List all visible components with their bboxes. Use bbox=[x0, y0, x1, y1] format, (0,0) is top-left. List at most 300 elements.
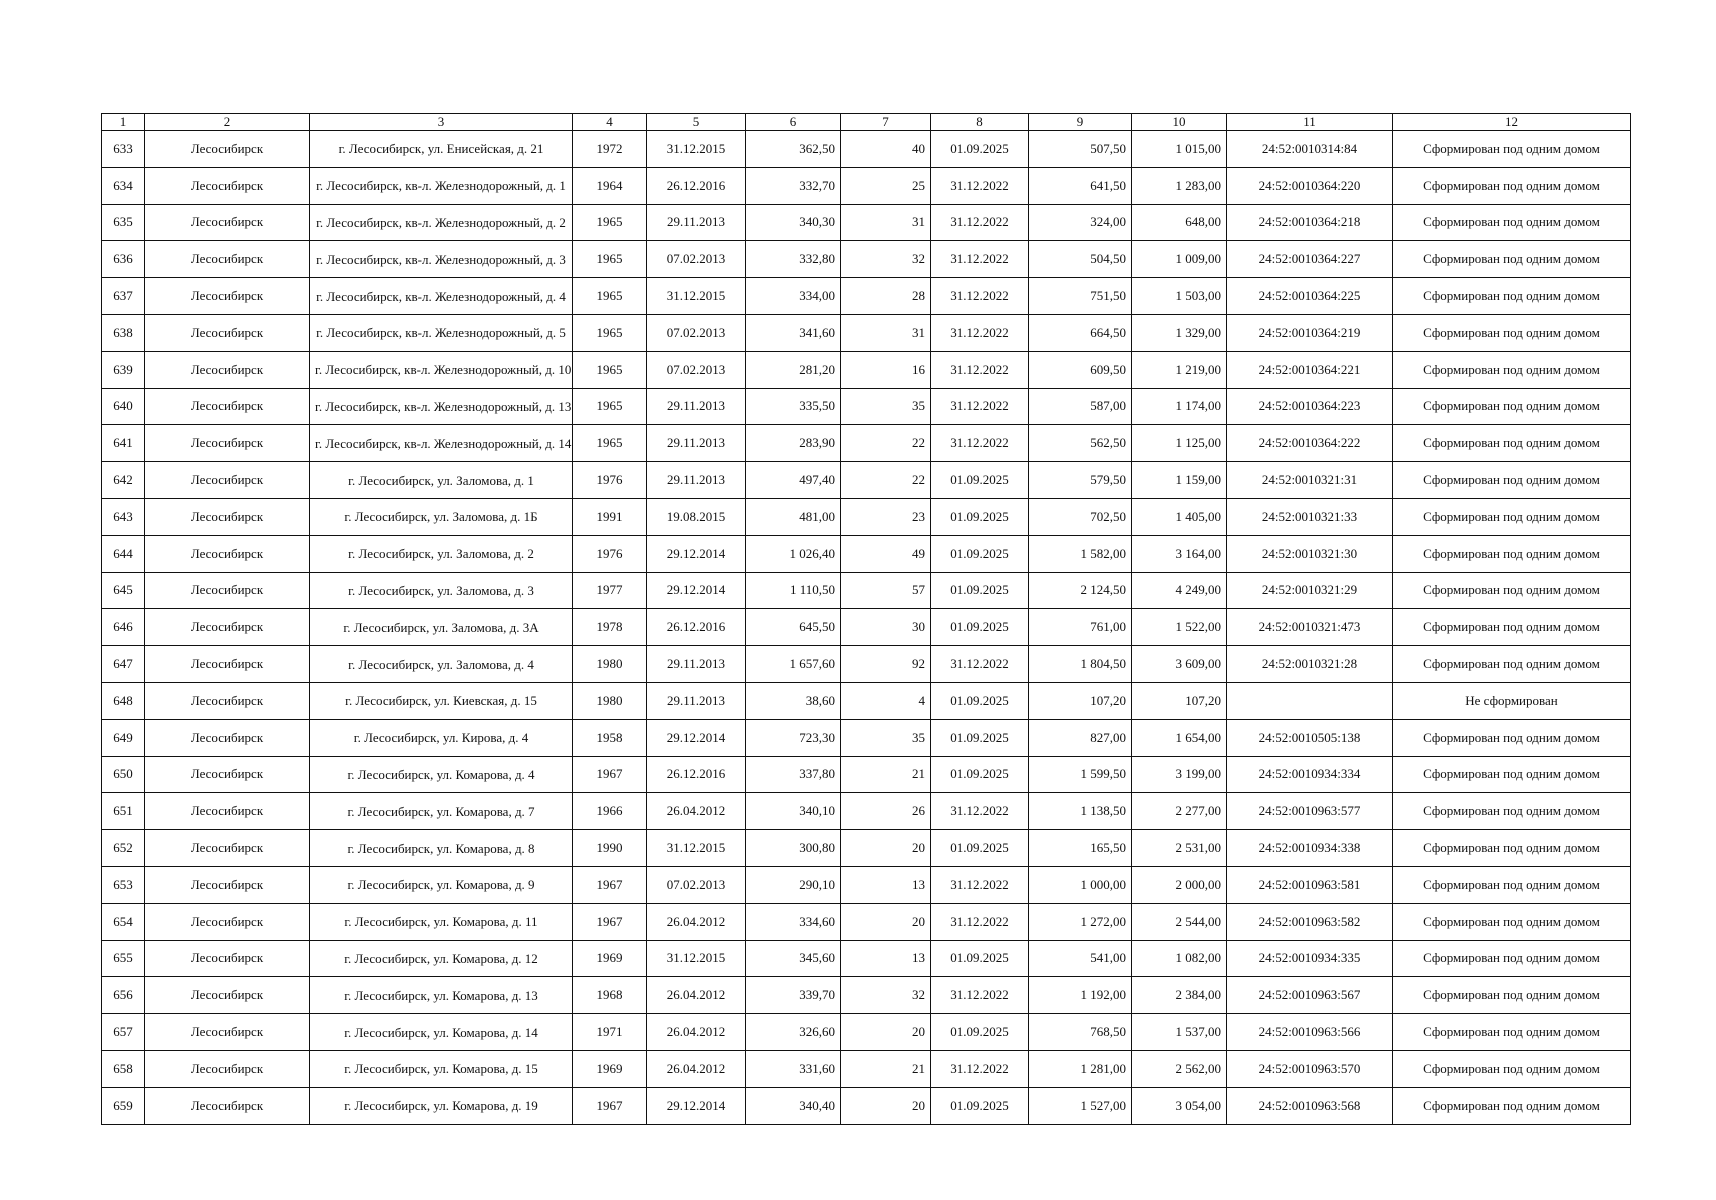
residents-cell: 16 bbox=[841, 351, 931, 388]
column-header: 5 bbox=[647, 114, 746, 131]
row-number-cell: 637 bbox=[102, 278, 145, 315]
deadline-date-cell: 31.12.2022 bbox=[931, 241, 1029, 278]
city-cell: Лесосибирск bbox=[145, 535, 310, 572]
status-cell: Сформирован под одним домом bbox=[1393, 131, 1631, 168]
residents-cell: 26 bbox=[841, 793, 931, 830]
deadline-date-cell: 01.09.2025 bbox=[931, 1014, 1029, 1051]
build-year-cell: 1965 bbox=[573, 241, 647, 278]
total-value-cell: 1 329,00 bbox=[1132, 314, 1227, 351]
residents-cell: 23 bbox=[841, 498, 931, 535]
row-number-cell: 653 bbox=[102, 866, 145, 903]
deadline-date-cell: 31.12.2022 bbox=[931, 351, 1029, 388]
value-cell: 1 192,00 bbox=[1029, 977, 1132, 1014]
date-cell: 29.11.2013 bbox=[647, 388, 746, 425]
address-cell: г. Лесосибирск, ул. Заломова, д. 1Б bbox=[310, 498, 573, 535]
area-cell: 339,70 bbox=[746, 977, 841, 1014]
value-cell: 507,50 bbox=[1029, 131, 1132, 168]
city-cell: Лесосибирск bbox=[145, 1014, 310, 1051]
cadastral-number-cell: 24:52:0010321:31 bbox=[1227, 462, 1393, 499]
date-cell: 26.04.2012 bbox=[647, 1014, 746, 1051]
total-value-cell: 2 277,00 bbox=[1132, 793, 1227, 830]
address-cell: г. Лесосибирск, ул. Комарова, д. 4 bbox=[310, 756, 573, 793]
total-value-cell: 1 015,00 bbox=[1132, 131, 1227, 168]
residents-cell: 35 bbox=[841, 388, 931, 425]
row-number-cell: 647 bbox=[102, 646, 145, 683]
cadastral-number-cell: 24:52:0010321:473 bbox=[1227, 609, 1393, 646]
table-row bbox=[102, 940, 1631, 977]
date-cell: 29.11.2013 bbox=[647, 462, 746, 499]
total-value-cell: 1 009,00 bbox=[1132, 241, 1227, 278]
date-cell: 07.02.2013 bbox=[647, 866, 746, 903]
residents-cell: 28 bbox=[841, 278, 931, 315]
residents-cell: 40 bbox=[841, 131, 931, 168]
value-cell: 1 000,00 bbox=[1029, 866, 1132, 903]
cadastral-number-cell bbox=[1227, 682, 1393, 719]
status-cell: Сформирован под одним домом bbox=[1393, 462, 1631, 499]
row-number-cell: 649 bbox=[102, 719, 145, 756]
value-cell: 579,50 bbox=[1029, 462, 1132, 499]
residents-cell: 13 bbox=[841, 940, 931, 977]
city-cell: Лесосибирск bbox=[145, 241, 310, 278]
area-cell: 331,60 bbox=[746, 1050, 841, 1087]
build-year-cell: 1958 bbox=[573, 719, 647, 756]
residents-cell: 57 bbox=[841, 572, 931, 609]
date-cell: 26.12.2016 bbox=[647, 756, 746, 793]
row-number-cell: 639 bbox=[102, 351, 145, 388]
build-year-cell: 1967 bbox=[573, 756, 647, 793]
value-cell: 1 527,00 bbox=[1029, 1087, 1132, 1124]
status-cell: Сформирован под одним домом bbox=[1393, 314, 1631, 351]
city-cell: Лесосибирск bbox=[145, 167, 310, 204]
table-body bbox=[102, 131, 1631, 1125]
deadline-date-cell: 01.09.2025 bbox=[931, 131, 1029, 168]
area-cell: 283,90 bbox=[746, 425, 841, 462]
date-cell: 31.12.2015 bbox=[647, 830, 746, 867]
status-cell: Не сформирован bbox=[1393, 682, 1631, 719]
deadline-date-cell: 01.09.2025 bbox=[931, 756, 1029, 793]
deadline-date-cell: 01.09.2025 bbox=[931, 1087, 1029, 1124]
city-cell: Лесосибирск bbox=[145, 462, 310, 499]
value-cell: 504,50 bbox=[1029, 241, 1132, 278]
address-cell: г. Лесосибирск, кв-л. Железнодорожный, д. 13 bbox=[310, 388, 573, 425]
residents-cell: 20 bbox=[841, 830, 931, 867]
area-cell: 334,00 bbox=[746, 278, 841, 315]
value-cell: 702,50 bbox=[1029, 498, 1132, 535]
deadline-date-cell: 31.12.2022 bbox=[931, 866, 1029, 903]
table-row bbox=[102, 535, 1631, 572]
build-year-cell: 1969 bbox=[573, 940, 647, 977]
table-row bbox=[102, 167, 1631, 204]
value-cell: 827,00 bbox=[1029, 719, 1132, 756]
build-year-cell: 1968 bbox=[573, 977, 647, 1014]
build-year-cell: 1972 bbox=[573, 131, 647, 168]
total-value-cell: 2 562,00 bbox=[1132, 1050, 1227, 1087]
city-cell: Лесосибирск bbox=[145, 1087, 310, 1124]
date-cell: 29.12.2014 bbox=[647, 1087, 746, 1124]
build-year-cell: 1967 bbox=[573, 866, 647, 903]
cadastral-number-cell: 24:52:0010314:84 bbox=[1227, 131, 1393, 168]
cadastral-number-cell: 24:52:0010934:338 bbox=[1227, 830, 1393, 867]
city-cell: Лесосибирск bbox=[145, 940, 310, 977]
residents-cell: 30 bbox=[841, 609, 931, 646]
address-cell: г. Лесосибирск, ул. Комарова, д. 8 bbox=[310, 830, 573, 867]
deadline-date-cell: 31.12.2022 bbox=[931, 793, 1029, 830]
date-cell: 26.04.2012 bbox=[647, 977, 746, 1014]
table-row bbox=[102, 1050, 1631, 1087]
date-cell: 26.12.2016 bbox=[647, 609, 746, 646]
table-row bbox=[102, 1087, 1631, 1124]
address-cell: г. Лесосибирск, ул. Заломова, д. 3 bbox=[310, 572, 573, 609]
residents-cell: 92 bbox=[841, 646, 931, 683]
table-row bbox=[102, 425, 1631, 462]
total-value-cell: 1 082,00 bbox=[1132, 940, 1227, 977]
row-number-cell: 638 bbox=[102, 314, 145, 351]
cadastral-number-cell: 24:52:0010934:334 bbox=[1227, 756, 1393, 793]
value-cell: 2 124,50 bbox=[1029, 572, 1132, 609]
address-cell: г. Лесосибирск, кв-л. Железнодорожный, д. 1 bbox=[310, 167, 573, 204]
cadastral-number-cell: 24:52:0010364:218 bbox=[1227, 204, 1393, 241]
residents-cell: 32 bbox=[841, 977, 931, 1014]
residents-cell: 21 bbox=[841, 756, 931, 793]
area-cell: 38,60 bbox=[746, 682, 841, 719]
row-number-cell: 646 bbox=[102, 609, 145, 646]
city-cell: Лесосибирск bbox=[145, 351, 310, 388]
cadastral-number-cell: 24:52:0010321:29 bbox=[1227, 572, 1393, 609]
table-row bbox=[102, 241, 1631, 278]
table-row bbox=[102, 204, 1631, 241]
status-cell: Сформирован под одним домом bbox=[1393, 940, 1631, 977]
table-row bbox=[102, 131, 1631, 168]
build-year-cell: 1967 bbox=[573, 903, 647, 940]
deadline-date-cell: 01.09.2025 bbox=[931, 572, 1029, 609]
residents-cell: 22 bbox=[841, 425, 931, 462]
cadastral-number-cell: 24:52:0010963:581 bbox=[1227, 866, 1393, 903]
value-cell: 541,00 bbox=[1029, 940, 1132, 977]
address-cell: г. Лесосибирск, ул. Комарова, д. 19 bbox=[310, 1087, 573, 1124]
table-row bbox=[102, 498, 1631, 535]
row-number-cell: 633 bbox=[102, 131, 145, 168]
cadastral-number-cell: 24:52:0010364:220 bbox=[1227, 167, 1393, 204]
column-header: 2 bbox=[145, 114, 310, 131]
status-cell: Сформирован под одним домом bbox=[1393, 756, 1631, 793]
total-value-cell: 648,00 bbox=[1132, 204, 1227, 241]
city-cell: Лесосибирск bbox=[145, 1050, 310, 1087]
area-cell: 332,70 bbox=[746, 167, 841, 204]
table-row bbox=[102, 756, 1631, 793]
address-cell: г. Лесосибирск, ул. Комарова, д. 11 bbox=[310, 903, 573, 940]
table-row bbox=[102, 314, 1631, 351]
total-value-cell: 107,20 bbox=[1132, 682, 1227, 719]
build-year-cell: 1966 bbox=[573, 793, 647, 830]
cadastral-number-cell: 24:52:0010364:219 bbox=[1227, 314, 1393, 351]
build-year-cell: 1977 bbox=[573, 572, 647, 609]
value-cell: 751,50 bbox=[1029, 278, 1132, 315]
status-cell: Сформирован под одним домом bbox=[1393, 425, 1631, 462]
status-cell: Сформирован под одним домом bbox=[1393, 866, 1631, 903]
total-value-cell: 1 405,00 bbox=[1132, 498, 1227, 535]
city-cell: Лесосибирск bbox=[145, 204, 310, 241]
area-cell: 1 657,60 bbox=[746, 646, 841, 683]
deadline-date-cell: 31.12.2022 bbox=[931, 314, 1029, 351]
residents-cell: 22 bbox=[841, 462, 931, 499]
build-year-cell: 1965 bbox=[573, 351, 647, 388]
cadastral-number-cell: 24:52:0010963:582 bbox=[1227, 903, 1393, 940]
date-cell: 29.12.2014 bbox=[647, 719, 746, 756]
deadline-date-cell: 31.12.2022 bbox=[931, 278, 1029, 315]
row-number-cell: 655 bbox=[102, 940, 145, 977]
column-header: 4 bbox=[573, 114, 647, 131]
build-year-cell: 1971 bbox=[573, 1014, 647, 1051]
address-cell: г. Лесосибирск, ул. Заломова, д. 4 bbox=[310, 646, 573, 683]
address-cell: г. Лесосибирск, ул. Комарова, д. 12 bbox=[310, 940, 573, 977]
value-cell: 1 138,50 bbox=[1029, 793, 1132, 830]
date-cell: 29.11.2013 bbox=[647, 646, 746, 683]
row-number-cell: 657 bbox=[102, 1014, 145, 1051]
row-number-cell: 641 bbox=[102, 425, 145, 462]
total-value-cell: 3 054,00 bbox=[1132, 1087, 1227, 1124]
city-cell: Лесосибирск bbox=[145, 793, 310, 830]
city-cell: Лесосибирск bbox=[145, 756, 310, 793]
column-header: 3 bbox=[310, 114, 573, 131]
table-row bbox=[102, 351, 1631, 388]
column-header: 6 bbox=[746, 114, 841, 131]
column-header: 11 bbox=[1227, 114, 1393, 131]
area-cell: 341,60 bbox=[746, 314, 841, 351]
city-cell: Лесосибирск bbox=[145, 866, 310, 903]
date-cell: 07.02.2013 bbox=[647, 241, 746, 278]
address-cell: г. Лесосибирск, ул. Заломова, д. 3А bbox=[310, 609, 573, 646]
table-row bbox=[102, 793, 1631, 830]
area-cell: 335,50 bbox=[746, 388, 841, 425]
total-value-cell: 1 522,00 bbox=[1132, 609, 1227, 646]
build-year-cell: 1980 bbox=[573, 682, 647, 719]
area-cell: 645,50 bbox=[746, 609, 841, 646]
row-number-cell: 636 bbox=[102, 241, 145, 278]
cadastral-number-cell: 24:52:0010963:566 bbox=[1227, 1014, 1393, 1051]
total-value-cell: 3 199,00 bbox=[1132, 756, 1227, 793]
cadastral-number-cell: 24:52:0010934:335 bbox=[1227, 940, 1393, 977]
total-value-cell: 4 249,00 bbox=[1132, 572, 1227, 609]
row-number-cell: 659 bbox=[102, 1087, 145, 1124]
residents-cell: 49 bbox=[841, 535, 931, 572]
deadline-date-cell: 01.09.2025 bbox=[931, 498, 1029, 535]
residents-cell: 13 bbox=[841, 866, 931, 903]
build-year-cell: 1967 bbox=[573, 1087, 647, 1124]
cadastral-number-cell: 24:52:0010364:223 bbox=[1227, 388, 1393, 425]
city-cell: Лесосибирск bbox=[145, 498, 310, 535]
area-cell: 337,80 bbox=[746, 756, 841, 793]
residents-cell: 32 bbox=[841, 241, 931, 278]
value-cell: 1 582,00 bbox=[1029, 535, 1132, 572]
area-cell: 1 026,40 bbox=[746, 535, 841, 572]
deadline-date-cell: 31.12.2022 bbox=[931, 204, 1029, 241]
row-number-cell: 644 bbox=[102, 535, 145, 572]
city-cell: Лесосибирск bbox=[145, 719, 310, 756]
total-value-cell: 1 125,00 bbox=[1132, 425, 1227, 462]
date-cell: 07.02.2013 bbox=[647, 314, 746, 351]
table-row bbox=[102, 278, 1631, 315]
table-row bbox=[102, 719, 1631, 756]
table-row bbox=[102, 388, 1631, 425]
table-row bbox=[102, 572, 1631, 609]
cadastral-number-cell: 24:52:0010963:577 bbox=[1227, 793, 1393, 830]
deadline-date-cell: 01.09.2025 bbox=[931, 609, 1029, 646]
status-cell: Сформирован под одним домом bbox=[1393, 167, 1631, 204]
date-cell: 26.04.2012 bbox=[647, 793, 746, 830]
cadastral-number-cell: 24:52:0010321:30 bbox=[1227, 535, 1393, 572]
row-number-cell: 656 bbox=[102, 977, 145, 1014]
total-value-cell: 1 503,00 bbox=[1132, 278, 1227, 315]
build-year-cell: 1965 bbox=[573, 314, 647, 351]
area-cell: 300,80 bbox=[746, 830, 841, 867]
address-cell: г. Лесосибирск, кв-л. Железнодорожный, д. 14 bbox=[310, 425, 573, 462]
column-header: 8 bbox=[931, 114, 1029, 131]
status-cell: Сформирован под одним домом bbox=[1393, 609, 1631, 646]
residents-cell: 20 bbox=[841, 903, 931, 940]
date-cell: 19.08.2015 bbox=[647, 498, 746, 535]
row-number-cell: 640 bbox=[102, 388, 145, 425]
address-cell: г. Лесосибирск, ул. Комарова, д. 14 bbox=[310, 1014, 573, 1051]
row-number-cell: 658 bbox=[102, 1050, 145, 1087]
city-cell: Лесосибирск bbox=[145, 646, 310, 683]
area-cell: 1 110,50 bbox=[746, 572, 841, 609]
city-cell: Лесосибирск bbox=[145, 278, 310, 315]
total-value-cell: 2 531,00 bbox=[1132, 830, 1227, 867]
status-cell: Сформирован под одним домом bbox=[1393, 1014, 1631, 1051]
residents-cell: 35 bbox=[841, 719, 931, 756]
housing-registry-table bbox=[101, 113, 1631, 1125]
column-header: 9 bbox=[1029, 114, 1132, 131]
status-cell: Сформирован под одним домом bbox=[1393, 903, 1631, 940]
row-number-cell: 651 bbox=[102, 793, 145, 830]
deadline-date-cell: 01.09.2025 bbox=[931, 535, 1029, 572]
cadastral-number-cell: 24:52:0010364:222 bbox=[1227, 425, 1393, 462]
date-cell: 29.11.2013 bbox=[647, 204, 746, 241]
value-cell: 664,50 bbox=[1029, 314, 1132, 351]
build-year-cell: 1976 bbox=[573, 462, 647, 499]
deadline-date-cell: 31.12.2022 bbox=[931, 646, 1029, 683]
value-cell: 641,50 bbox=[1029, 167, 1132, 204]
area-cell: 481,00 bbox=[746, 498, 841, 535]
row-number-cell: 652 bbox=[102, 830, 145, 867]
total-value-cell: 2 000,00 bbox=[1132, 866, 1227, 903]
header-row bbox=[102, 114, 1631, 131]
status-cell: Сформирован под одним домом bbox=[1393, 793, 1631, 830]
area-cell: 340,30 bbox=[746, 204, 841, 241]
status-cell: Сформирован под одним домом bbox=[1393, 1087, 1631, 1124]
city-cell: Лесосибирск bbox=[145, 314, 310, 351]
status-cell: Сформирован под одним домом bbox=[1393, 278, 1631, 315]
residents-cell: 25 bbox=[841, 167, 931, 204]
table-row bbox=[102, 1014, 1631, 1051]
status-cell: Сформирован под одним домом bbox=[1393, 535, 1631, 572]
build-year-cell: 1969 bbox=[573, 1050, 647, 1087]
value-cell: 761,00 bbox=[1029, 609, 1132, 646]
deadline-date-cell: 01.09.2025 bbox=[931, 830, 1029, 867]
build-year-cell: 1990 bbox=[573, 830, 647, 867]
city-cell: Лесосибирск bbox=[145, 682, 310, 719]
address-cell: г. Лесосибирск, ул. Кирова, д. 4 bbox=[310, 719, 573, 756]
cadastral-number-cell: 24:52:0010963:568 bbox=[1227, 1087, 1393, 1124]
table-row bbox=[102, 903, 1631, 940]
status-cell: Сформирован под одним домом bbox=[1393, 388, 1631, 425]
column-header: 10 bbox=[1132, 114, 1227, 131]
row-number-cell: 635 bbox=[102, 204, 145, 241]
date-cell: 26.04.2012 bbox=[647, 903, 746, 940]
cadastral-number-cell: 24:52:0010963:567 bbox=[1227, 977, 1393, 1014]
row-number-cell: 645 bbox=[102, 572, 145, 609]
value-cell: 1 804,50 bbox=[1029, 646, 1132, 683]
deadline-date-cell: 01.09.2025 bbox=[931, 462, 1029, 499]
build-year-cell: 1964 bbox=[573, 167, 647, 204]
area-cell: 340,10 bbox=[746, 793, 841, 830]
row-number-cell: 648 bbox=[102, 682, 145, 719]
address-cell: г. Лесосибирск, кв-л. Железнодорожный, д. 5 bbox=[310, 314, 573, 351]
total-value-cell: 3 164,00 bbox=[1132, 535, 1227, 572]
table-row bbox=[102, 977, 1631, 1014]
status-cell: Сформирован под одним домом bbox=[1393, 498, 1631, 535]
column-header: 1 bbox=[102, 114, 145, 131]
status-cell: Сформирован под одним домом bbox=[1393, 204, 1631, 241]
total-value-cell: 1 159,00 bbox=[1132, 462, 1227, 499]
address-cell: г. Лесосибирск, ул. Киевская, д. 15 bbox=[310, 682, 573, 719]
city-cell: Лесосибирск bbox=[145, 425, 310, 462]
cadastral-number-cell: 24:52:0010364:221 bbox=[1227, 351, 1393, 388]
address-cell: г. Лесосибирск, кв-л. Железнодорожный, д. 4 bbox=[310, 278, 573, 315]
total-value-cell: 1 537,00 bbox=[1132, 1014, 1227, 1051]
area-cell: 290,10 bbox=[746, 866, 841, 903]
date-cell: 29.11.2013 bbox=[647, 682, 746, 719]
total-value-cell: 2 544,00 bbox=[1132, 903, 1227, 940]
address-cell: г. Лесосибирск, кв-л. Железнодорожный, д. 10 bbox=[310, 351, 573, 388]
area-cell: 281,20 bbox=[746, 351, 841, 388]
deadline-date-cell: 31.12.2022 bbox=[931, 388, 1029, 425]
address-cell: г. Лесосибирск, ул. Комарова, д. 9 bbox=[310, 866, 573, 903]
area-cell: 326,60 bbox=[746, 1014, 841, 1051]
cadastral-number-cell: 24:52:0010364:227 bbox=[1227, 241, 1393, 278]
build-year-cell: 1965 bbox=[573, 278, 647, 315]
date-cell: 31.12.2015 bbox=[647, 278, 746, 315]
status-cell: Сформирован под одним домом bbox=[1393, 719, 1631, 756]
total-value-cell: 3 609,00 bbox=[1132, 646, 1227, 683]
address-cell: г. Лесосибирск, ул. Заломова, д. 2 bbox=[310, 535, 573, 572]
deadline-date-cell: 31.12.2022 bbox=[931, 167, 1029, 204]
value-cell: 324,00 bbox=[1029, 204, 1132, 241]
city-cell: Лесосибирск bbox=[145, 131, 310, 168]
total-value-cell: 1 654,00 bbox=[1132, 719, 1227, 756]
total-value-cell: 2 384,00 bbox=[1132, 977, 1227, 1014]
status-cell: Сформирован под одним домом bbox=[1393, 977, 1631, 1014]
status-cell: Сформирован под одним домом bbox=[1393, 241, 1631, 278]
address-cell: г. Лесосибирск, ул. Енисейская, д. 21 bbox=[310, 131, 573, 168]
cadastral-number-cell: 24:52:0010321:33 bbox=[1227, 498, 1393, 535]
status-cell: Сформирован под одним домом bbox=[1393, 646, 1631, 683]
value-cell: 768,50 bbox=[1029, 1014, 1132, 1051]
city-cell: Лесосибирск bbox=[145, 609, 310, 646]
total-value-cell: 1 283,00 bbox=[1132, 167, 1227, 204]
date-cell: 29.11.2013 bbox=[647, 425, 746, 462]
address-cell: г. Лесосибирск, кв-л. Железнодорожный, д. 3 bbox=[310, 241, 573, 278]
deadline-date-cell: 31.12.2022 bbox=[931, 425, 1029, 462]
value-cell: 562,50 bbox=[1029, 425, 1132, 462]
build-year-cell: 1980 bbox=[573, 646, 647, 683]
residents-cell: 21 bbox=[841, 1050, 931, 1087]
residents-cell: 20 bbox=[841, 1014, 931, 1051]
deadline-date-cell: 31.12.2022 bbox=[931, 1050, 1029, 1087]
cadastral-number-cell: 24:52:0010321:28 bbox=[1227, 646, 1393, 683]
area-cell: 723,30 bbox=[746, 719, 841, 756]
area-cell: 334,60 bbox=[746, 903, 841, 940]
